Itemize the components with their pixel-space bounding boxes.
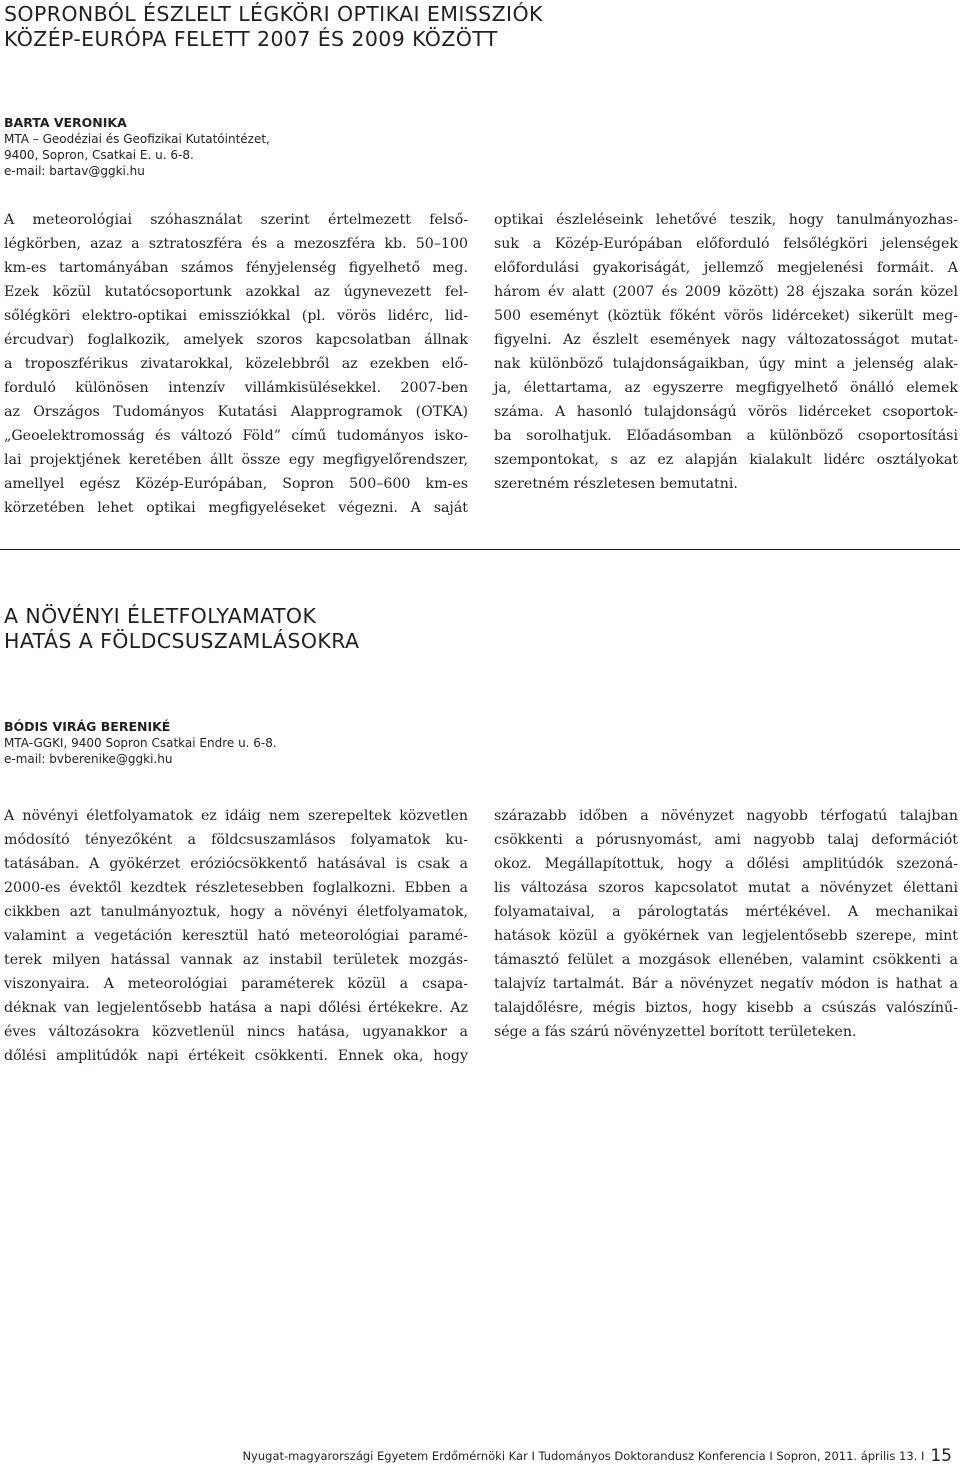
body-line: viszonyaira. A meteorológiai paraméterek közül a csapa- bbox=[4, 976, 468, 992]
body-line: száma. A hasonló tulajdonságú vörös lidérceket csoportok- bbox=[494, 404, 958, 420]
body-line: talajvíz tartalmát. Bár a növényzet negatív módon is hathat a bbox=[494, 976, 958, 992]
body-line: szeretném részletesen bemutatni. bbox=[494, 476, 738, 492]
article1-title-line: KÖZÉP-EURÓPA FELETT 2007 ÉS 2009 KÖZÖTT bbox=[4, 27, 498, 51]
body-line: optikai észleléseink lehetővé teszik, hogy tanulmányozhas- bbox=[494, 212, 958, 228]
article1-author-block bbox=[4, 115, 270, 179]
body-line: a troposzférikus zivatarokkal, közelebbről az ezekben elő- bbox=[4, 356, 468, 372]
body-line: ja, élettartama, az egyszerre megfigyelhető önálló elemek bbox=[494, 380, 958, 396]
article2-title bbox=[4, 604, 359, 654]
article2-author-name: BÓDIS VIRÁG BERENIKÉ bbox=[4, 719, 171, 734]
body-line: ba sorolhatjuk. Előadásomban a különböző csoportosítási bbox=[494, 428, 958, 444]
body-line: A meteorológiai szóhasználat szerint értelmezett felső- bbox=[4, 212, 468, 228]
article1-author-affiliation: MTA – Geodéziai és Geofizikai Kutatóintézet, bbox=[4, 132, 270, 146]
body-line: körzetében lehet optikai megfigyeléseket végezni. A saját bbox=[4, 500, 468, 516]
body-line: sőlégköri elektro-optikai emissziókkal (pl. vörös lidérc, lid- bbox=[4, 308, 468, 324]
body-line: forduló különösen intenzív villámkisülésekkel. 2007-ben bbox=[4, 380, 468, 396]
body-line: valamint a vegetáción keresztül ható meteorológiai paramé- bbox=[4, 928, 468, 944]
body-line: 500 eseményt (köztük főként vörös lidérceket) sikerült meg- bbox=[494, 308, 958, 324]
body-line: lis változása szoros kapcsolatot mutat a növényzet élettani bbox=[494, 880, 958, 896]
body-line: három év alatt (2007 és 2009 között) 28 éjszaka során közel bbox=[494, 284, 958, 300]
body-line: sége a fás szárú növényzettel borított területeken. bbox=[494, 1024, 857, 1040]
article1-author-address: 9400, Sopron, Csatkai E. u. 6-8. bbox=[4, 148, 194, 162]
body-line: szempontokat, s az ez alapján kialakult lidérc osztályokat bbox=[494, 452, 958, 468]
body-line: tatásában. A gyökérzet eróziócsökkentő hatásával is csak a bbox=[4, 856, 468, 872]
article2-column-right bbox=[494, 804, 958, 1044]
body-line: déknak van legjelentősebb hatása a napi dőlési értékekre. Az bbox=[4, 1000, 468, 1016]
body-line: lai projektjének keretében állt össze egy megfigyelőrendszer, bbox=[4, 452, 468, 468]
body-line: hatások közül a gyökérnek van legjelentősebb szerepe, mint bbox=[494, 928, 958, 944]
body-line: „Geoelektromosság és változó Föld” című tudományos isko- bbox=[4, 428, 468, 444]
body-line: terek milyen hatással vannak az instabil területek mozgás- bbox=[4, 952, 468, 968]
body-line: A növényi életfolyamatok ez idáig nem szerepeltek közvetlen bbox=[4, 808, 468, 824]
body-line: szárazabb időben a növényzet nagyobb térfogatú talajban bbox=[494, 808, 958, 824]
article2-title-line: A NÖVÉNYI ÉLETFOLYAMATOK bbox=[4, 604, 317, 628]
article1-author-name: BARTA VERONIKA bbox=[4, 115, 127, 130]
footer-text: Nyugat-magyarországi Egyetem Erdőmérnöki Kar I Tudományos Doktorandusz Konferencia I Sopron, 2011. április 13. I bbox=[242, 1449, 925, 1463]
body-line: talajdőlésre, mégis biztos, hogy kisebb a csúszás valószínű- bbox=[494, 1000, 958, 1016]
body-line: figyelni. Az észlelt események nagy változatosságot mutat- bbox=[494, 332, 958, 348]
page-footer bbox=[242, 1446, 952, 1466]
body-line: cikkben azt tanulmányoztuk, hogy a növényi életfolyamatok, bbox=[4, 904, 468, 920]
body-line: az Országos Tudományos Kutatási Alapprogramok (OTKA) bbox=[4, 404, 468, 420]
article2-title-line: HATÁS A FÖLDCSUSZAMLÁSOKRA bbox=[4, 629, 360, 653]
body-line: ércudvar) foglalkozik, amelyek szoros kapcsolatban állnak bbox=[4, 332, 468, 348]
body-line: dőlési amplitúdók napi értékeit csökkenti. Ennek oka, hogy bbox=[4, 1048, 468, 1064]
body-line: Ezek közül kutatócsoportunk azokkal az úgynevezett fel- bbox=[4, 284, 468, 300]
body-line: csökkenti a pórusnyomást, ami nagyobb talaj deformációt bbox=[494, 832, 958, 848]
body-line: éves változásokra közvetlenül nincs hatása, ugyanakkor a bbox=[4, 1024, 468, 1040]
body-line: légkörben, azaz a sztratoszféra és a mezoszféra kb. 50–100 bbox=[4, 236, 468, 252]
body-line: amellyel egész Közép-Európában, Sopron 500–600 km-es bbox=[4, 476, 468, 492]
body-line: nak különböző tulajdonságaikban, úgy mint a jelenség alak- bbox=[494, 356, 958, 372]
section-divider bbox=[0, 549, 960, 550]
article2-column-left bbox=[4, 804, 468, 1068]
body-line: módosító tényezőként a földcsuszamlásos folyamatok ku- bbox=[4, 832, 468, 848]
article2-author-address: MTA-GGKI, 9400 Sopron Csatkai Endre u. 6-8. bbox=[4, 736, 277, 750]
body-line: folyamataival, a párologtatás mértékével. A mechanikai bbox=[494, 904, 958, 920]
article1-author-email: e-mail: bartav@ggki.hu bbox=[4, 164, 145, 178]
body-line: km-es tartományában számos fényjelenség figyelhető meg. bbox=[4, 260, 468, 276]
body-line: suk a Közép-Európában előforduló felsőlégköri jelenségek bbox=[494, 236, 958, 252]
body-line: 2000-es évektől kezdtek részletesebben foglalkozni. Ebben a bbox=[4, 880, 468, 896]
body-line: támasztó felület a mozgások ellenében, valamint csökkenti a bbox=[494, 952, 958, 968]
article1-title-line: SOPRONBÓL ÉSZLELT LÉGKÖRI OPTIKAI EMISSZIÓK bbox=[4, 2, 543, 26]
body-line: előfordulási gyakoriságát, jellemző megjelenési formáit. A bbox=[494, 260, 958, 276]
article1-column-right bbox=[494, 208, 958, 496]
article1-column-left bbox=[4, 208, 468, 520]
article1-title bbox=[4, 2, 543, 52]
page-number: 15 bbox=[930, 1446, 952, 1466]
body-line: okoz. Megállapítottuk, hogy a dőlési amplitúdók szezoná- bbox=[494, 856, 958, 872]
article2-author-email: e-mail: bvberenike@ggki.hu bbox=[4, 752, 173, 766]
article2-author-block bbox=[4, 719, 277, 767]
